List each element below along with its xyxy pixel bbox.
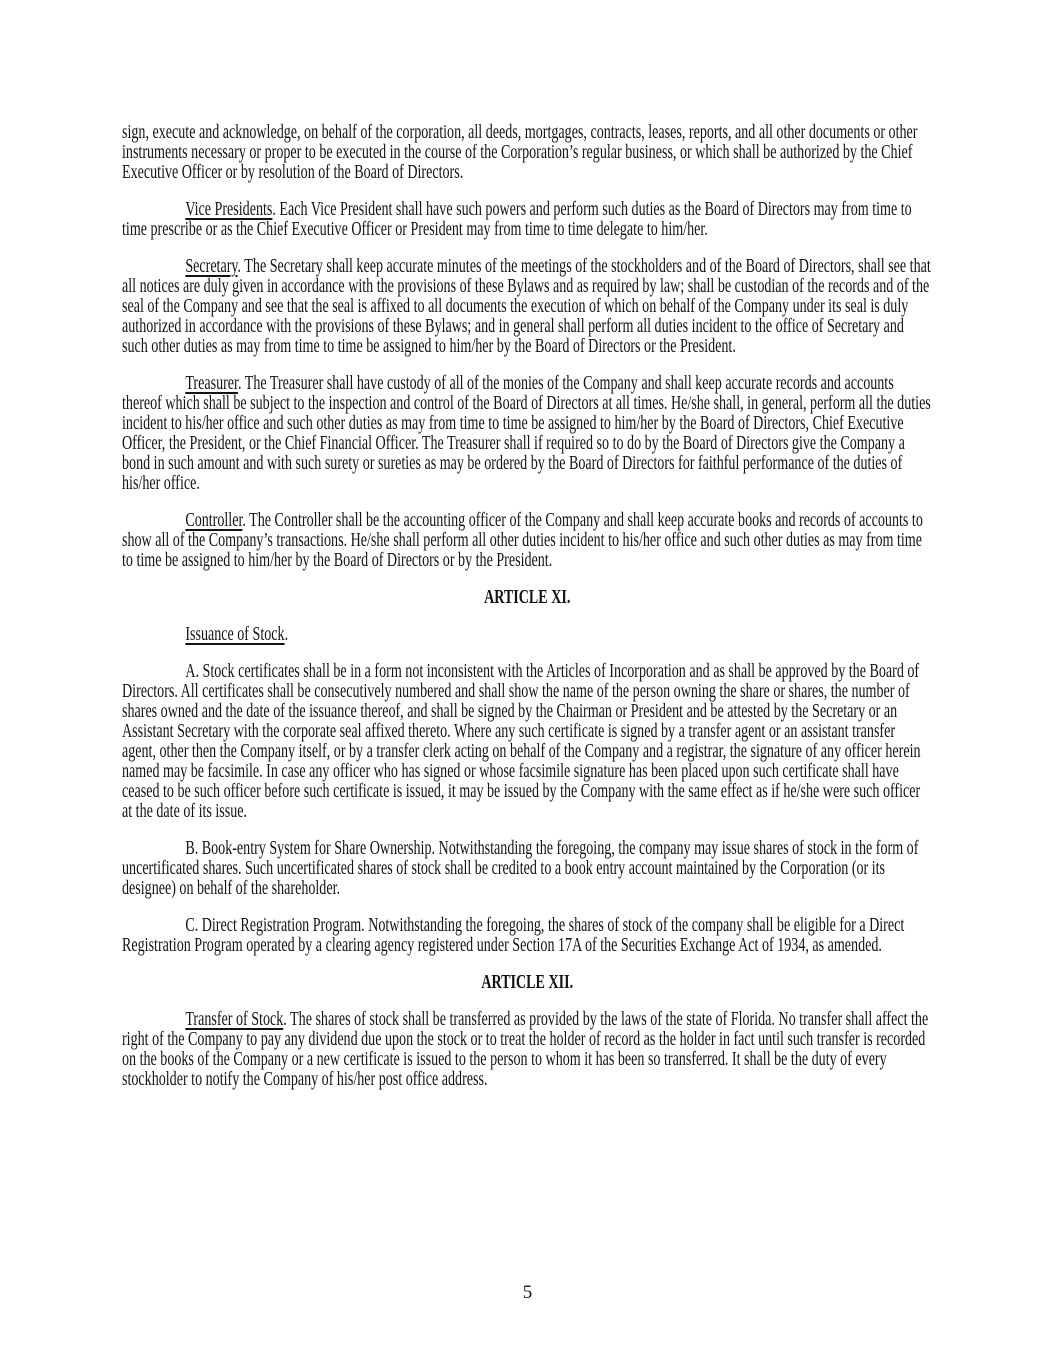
text-run: sign, execute and acknowledge, on behalf of the corporation, all deeds, mortgages, contracts, leases, reports, and all other documents or other instruments necessary or proper to be executed in the course of the Corporation’s regular business, or which shall be authorized by the Chief Executive Officer or by resolution of the Board of Directors. — [122, 121, 918, 183]
paragraph — [122, 838, 932, 898]
text-run: . — [284, 623, 289, 645]
text-run: . The Secretary shall keep accurate minutes of the meetings of the stockholders and of the Board of Directors, shall see that all notices are duly given in accordance with the provisions of these Bylaws and as required by law; shall be custodian of the records and of the seal of the Company and see that the seal is affixed to all documents the execution of which on behalf of the Company under its seal is duly authorized in accordance with the provisions of these Bylaws; and in general shall perform all duties incident to the office of Secretary and such other duties as may from time to time be assigned to him/her by the Board of Directors or the President. — [122, 255, 931, 357]
paragraph — [122, 624, 932, 644]
paragraph — [122, 1009, 932, 1089]
paragraph — [122, 661, 932, 821]
underlined-term: Controller — [185, 509, 243, 531]
article-heading: ARTICLE XII. — [481, 971, 574, 993]
paragraph — [122, 510, 932, 570]
underlined-term: Vice Presidents — [185, 198, 273, 220]
underlined-term: Transfer of Stock — [185, 1008, 284, 1030]
text-run: . The Treasurer shall have custody of all of the monies of the Company and shall keep accurate records and accounts thereof which shall be subject to the inspection and control of the Board of Directors at all times. He/she shall, in general, perform all the duties incident to his/her office and such other duties as may from time to time be assigned to him/her by the Board of Directors, Chief Executive Officer, the President, or the Chief Financial Officer. The Treasurer shall if required so to do by the Board of Directors give the Company a bond in such amount and with such surety or sureties as may be ordered by the Board of Directors for faithful performance of the duties of his/her office. — [122, 372, 931, 494]
document-content — [122, 122, 932, 1106]
paragraph — [122, 122, 932, 182]
text-run: . The Controller shall be the accounting officer of the Company and shall keep accurate books and records of accounts to show all of the Company’s transactions. He/she shall perform all other duties incident to his/her office and such other duties as may from time to time be assigned to him/her by the Board of Directors or by the President. — [122, 509, 923, 571]
paragraph — [122, 373, 932, 493]
article-heading: ARTICLE XI. — [484, 586, 571, 608]
paragraph — [122, 256, 932, 356]
text-run: C. Direct Registration Program. Notwithstanding the foregoing, the shares of stock of the company shall be eligible for a Direct Registration Program operated by a clearing agency registered under Section 17A of the Securities Exchange Act of 1934, as amended. — [122, 914, 905, 956]
underlined-term: Issuance of Stock — [185, 623, 285, 645]
paragraph — [122, 199, 932, 239]
paragraph — [122, 915, 932, 955]
text-run: A. Stock certificates shall be in a form not inconsistent with the Articles of Incorporation and as shall be approved by the Board of Directors. All certificates shall be consecutively numbered and shall show the name of the person owning the share or shares, the number of shares owned and the date of the issuance thereof, and shall be signed by the Chairman or President and be attested by the Secretary or an Assistant Secretary with the corporate seal affixed thereto. Where any such certificate is signed by a transfer agent or an assistant transfer agent, other then the Company itself, or by a transfer clerk acting on behalf of the Company and a registrar, the signature of any officer herein named may be facsimile. In case any officer who has signed or whose facsimile signature has been placed upon such certificate shall have ceased to be such officer before such certificate is issued, it may be issued by the Company with the same effect as if he/she were such officer at the date of its issue. — [122, 660, 921, 822]
underlined-term: Treasurer — [185, 372, 238, 394]
underlined-term: Secretary — [185, 255, 238, 277]
text-run: B. Book-entry System for Share Ownership. Notwithstanding the foregoing, the company may issue shares of stock in the form of uncertificated shares. Such uncertificated shares of stock shall be credited to a book entry account maintained by the Corporation (or its designee) on behalf of the shareholder. — [122, 837, 919, 899]
text-run: . The shares of stock shall be transferred as provided by the laws of the state of Florida. No transfer shall affect the right of the Company to pay any dividend due upon the stock or to treat the holder of record as the holder in fact until such transfer is recorded on the books of the Company or a new certificate is issued to the person to whom it has been so transferred. It shall be the duty of every stockholder to notify the Company of his/her post office address. — [122, 1008, 929, 1090]
page-number: 5 — [522, 1282, 533, 1303]
text-run: . Each Vice President shall have such powers and perform such duties as the Board of Directors may from time to time prescribe or as the Chief Executive Officer or President may from time to time delegate to him/her. — [122, 198, 912, 240]
